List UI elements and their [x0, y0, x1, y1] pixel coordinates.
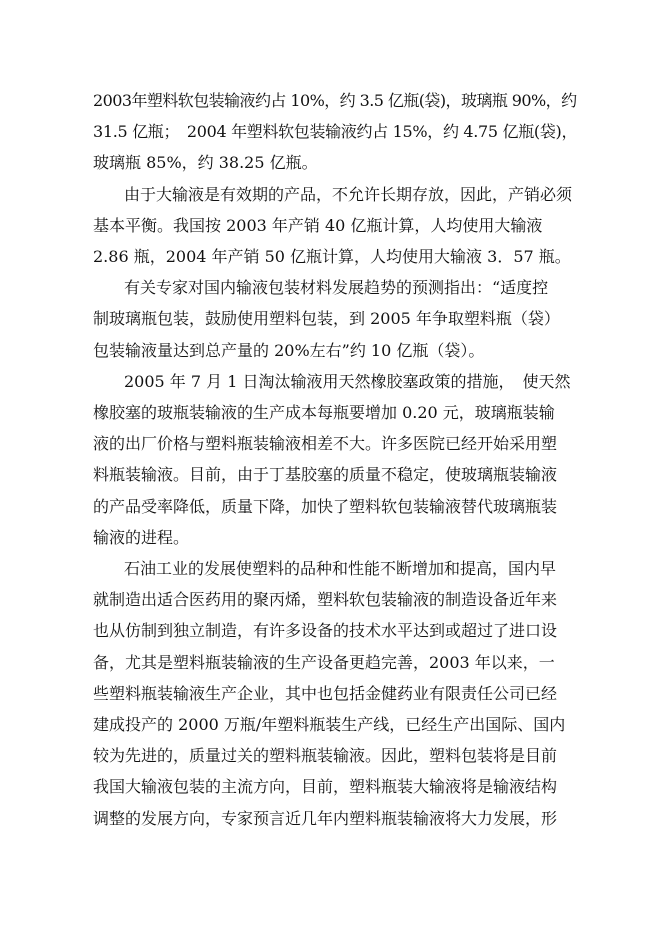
paragraph-first-line: 2005 年 7 月 1 日淘汰输液用天然橡胶塞政策的措施， 使天然 — [124, 372, 571, 391]
paragraph-first-line: 石油工业的发展使塑料的品种和性能不断增加和提高，国内早 — [124, 559, 557, 578]
text-line: 建成投产的 2000 万瓶/年塑料瓶装生产线，已经生产出国际、国内 — [93, 715, 566, 734]
paragraph-first-line: 有关专家对国内输液包装材料发展趋势的预测指出：“适度控 — [124, 278, 549, 297]
text-line: 我国大输液包装的主流方向，目前，塑料瓶装大输液将是输液结构 — [93, 777, 558, 796]
text-line: 制玻璃瓶包装，鼓励使用塑料包装，到 2005 年争取塑料瓶（袋） — [93, 309, 560, 328]
text-line: 些塑料瓶装输液生产企业，其中也包括金健药业有限责任公司已经 — [93, 684, 558, 703]
text-line: 的产品受率降低，质量下降，加快了塑料软包装输液替代玻璃瓶装 — [93, 497, 558, 516]
text-line: 就制造出适合医药用的聚丙烯，塑料软包装输液的制造设备近年来 — [93, 590, 558, 609]
text-line: 2003年塑料软包装输液约占 10%，约 3.5 亿瓶(袋)，玻璃瓶 90%，约 — [93, 91, 577, 110]
text-line: 备，尤其是塑料瓶装输液的生产设备更趋完善，2003 年以来，一 — [93, 653, 555, 672]
text-line: 基本平衡。我国按 2003 年产销 40 亿瓶计算，人均使用大输液 — [93, 216, 543, 235]
text-line: 包装输液量达到总产量的 20%左右”约 10 亿瓶（袋）。 — [93, 341, 485, 360]
text-line: 2.86 瓶，2004 年产销 50 亿瓶计算，人均使用大输液 3．57 瓶。 — [93, 247, 571, 266]
text-line: 调整的发展方向，专家预言近几年内塑料瓶装输液将大力发展，形 — [93, 809, 558, 828]
text-line: 输液的进程。 — [93, 528, 190, 547]
paragraph-first-line: 由于大输液是有效期的产品，不允许长期存放，因此，产销必须 — [124, 185, 573, 204]
text-line: 料瓶装输液。目前，由于丁基胶塞的质量不稳定，使玻璃瓶装输液 — [93, 465, 558, 484]
text-line: 液的出厂价格与塑料瓶装输液相差不大。许多医院已经开始采用塑 — [93, 434, 558, 453]
text-line: 31.5 亿瓶； 2004 年塑料软包装输液约占 15%，约 4.75 亿瓶(袋)， — [93, 122, 578, 141]
text-line: 也从仿制到独立制造，有许多设备的技术水平达到或超过了进口设 — [93, 621, 558, 640]
text-line: 较为先进的，质量过关的塑料瓶装输液。因此，塑料包装将是目前 — [93, 746, 558, 765]
text-line: 玻璃瓶 85%，约 38.25 亿瓶。 — [93, 153, 318, 172]
text-line: 橡胶塞的玻瓶装输液的生产成本每瓶要增加 0.20 元，玻璃瓶装输 — [93, 403, 555, 422]
